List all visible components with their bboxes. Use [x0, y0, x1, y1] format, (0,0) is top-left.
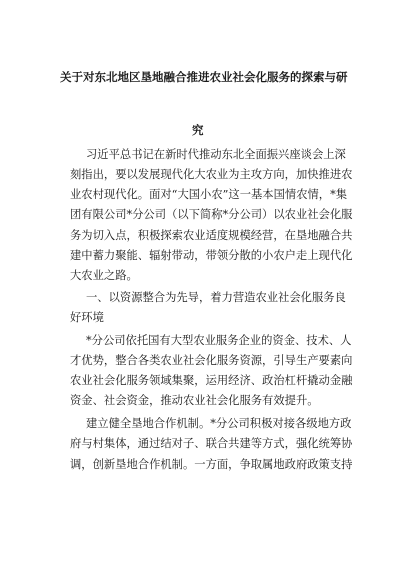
- paragraph-1-line-1: 习近平总书记在新时代推动东北全面振兴座谈会上深: [86, 148, 346, 161]
- paragraph-3-line-3: 农业社会化服务领域集聚，运用经济、政治杠杆撬动金融: [70, 374, 353, 387]
- paragraph-4-line-2: 府与村集体，通过结对子、联合共建等方式，强化统筹协: [70, 437, 353, 450]
- paragraph-3-line-2: 才优势，整合各类农业社会化服务资源，引导生产要素向: [70, 354, 353, 367]
- paragraph-1-line-6: 建中蓄力聚能、辐射带动，带领分散的小农户走上现代化: [70, 249, 353, 262]
- document-title-line-1: 关于对东北地区垦地融合推进农业社会化服务的探索与研: [60, 70, 348, 84]
- section-heading-line-2: 好环境: [70, 311, 104, 324]
- section-heading-line-1: 一、以资源整合为先导，着力营造农业社会化服务良: [86, 291, 346, 304]
- paragraph-1-line-4: 团有限公司*分公司（以下简称*分公司）以农业社会化服: [70, 208, 353, 221]
- paragraph-3-line-1: *分公司依托国有大型农业服务企业的资金、技术、人: [86, 334, 352, 347]
- paragraph-1-line-7: 大农业之路。: [70, 269, 138, 282]
- document-title-line-2: 究: [192, 123, 204, 137]
- paragraph-4-line-1: 建立健全垦地合作机制。*分公司积极对接各级地方政: [86, 417, 352, 430]
- paragraph-4-line-3: 调，创新垦地合作机制。一方面，争取属地政府政策支持: [70, 458, 353, 471]
- paragraph-1-line-2: 刻指出，要以发展现代化大农业为主攻方向，加快推进农: [70, 168, 353, 181]
- paragraph-1-line-5: 务为切入点，积极探索农业适度规模经营，在垦地融合共: [70, 229, 353, 242]
- paragraph-3-line-4: 资金、社会资金，推动农业社会化服务有效提升。: [70, 394, 319, 407]
- paragraph-1-line-3: 业农村现代化。面对“大国小农”这一基本国情农情，*集: [70, 188, 348, 201]
